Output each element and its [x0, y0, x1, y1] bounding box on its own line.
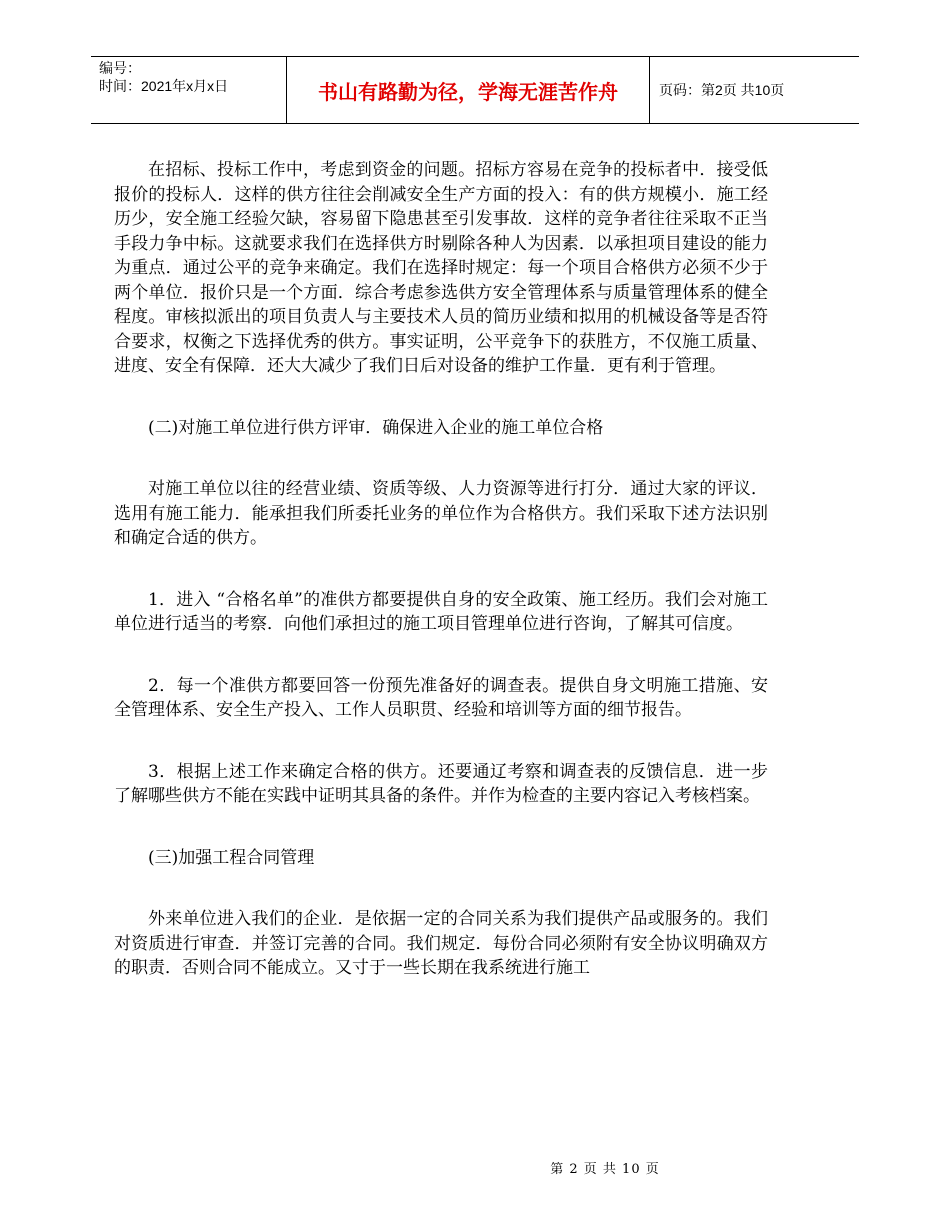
page-header [91, 56, 859, 124]
list-item-1: 1．进入 “合格名单”的准供方都要提供自身的安全政策、施工经历。我们会对施工单位进行适当的考察．向他们承担过的施工项目管理单位进行咨询，了解其可信度。 [114, 589, 768, 634]
paragraph-bidding: 在招标、投标工作中，考虑到资金的问题。招标方容易在竞争的投标者中．接受低报价的投标人．这样的供方往往会削减安全生产方面的投入：有的供方规模小．施工经历少，安全施工经验欠缺，容易留下隐患甚至引发事故．这样的竞争者往往采取不正当手段力争中标。这就要求我们在选择供方时剔除各种人为因素．以承担项目建设的能力为重点．通过公平的竞争来确定。我们在选择时规定：每一个项目合格供方必须不少于两个单位．报价只是一个方面．综合考虑参选供方安全管理体系与质量管理体系的健全程度。审核拟派出的项目负责人与主要技术人员的简历业绩和拟用的机械设备等是否符合要求，权衡之下选择优秀的供方。事实证明，公平竞争下的获胜方，不仅施工质量、进度、安全有保障．还大大减少了我们日后对设备的维护工作量．更有利于管理。 [114, 160, 768, 376]
list-item-2: 2．每一个准供方都要回答一份预先准备好的调查表。提供自身文明施工措施、安全管理体系、安全生产投入、工作人员职贯、经验和培训等方面的细节报告。 [114, 675, 768, 720]
header-motto: 书山有路勤为径，学海无涯苦作舟 [287, 57, 650, 123]
serial-number-label: 编号： [99, 60, 141, 76]
list-item-3: 3．根据上述工作来确定合格的供方。还要通辽考察和调查表的反馈信息．进一步了解哪些供方不能在实践中证明其具备的条件。并作为检查的主要内容记入考核档案。 [114, 761, 768, 806]
paragraph-evaluation: 对施工单位以往的经营业绩、资质等级、人力资源等进行打分．通过大家的评议．选用有施工能力．能承担我们所委托业务的单位作为合格供方。我们采取下述方法识别和确定合适的供方。 [114, 479, 768, 548]
section-heading-2: (二)对施工单位进行供方评审．确保进入企业的施工单位合格 [148, 417, 604, 438]
page-footer: 第 2 页 共 10 页 [550, 1162, 660, 1177]
time-label: 时间：2021年x月x日 [99, 78, 229, 94]
section-heading-3: (三)加强工程合同管理 [148, 847, 315, 868]
paragraph-contract: 外来单位进入我们的企业．是依据一定的合同关系为我们提供产品或服务的。我们对资质进行审查．并签订完善的合同。我们规定．每份合同必须附有安全协议明确双方的职责．否则合同不能成立。又寸于一些长期在我系统进行施工 [114, 909, 768, 978]
header-page-info: 页码：第2页 共10页 [659, 82, 785, 98]
document-body [114, 158, 768, 981]
header-meta [91, 57, 287, 123]
